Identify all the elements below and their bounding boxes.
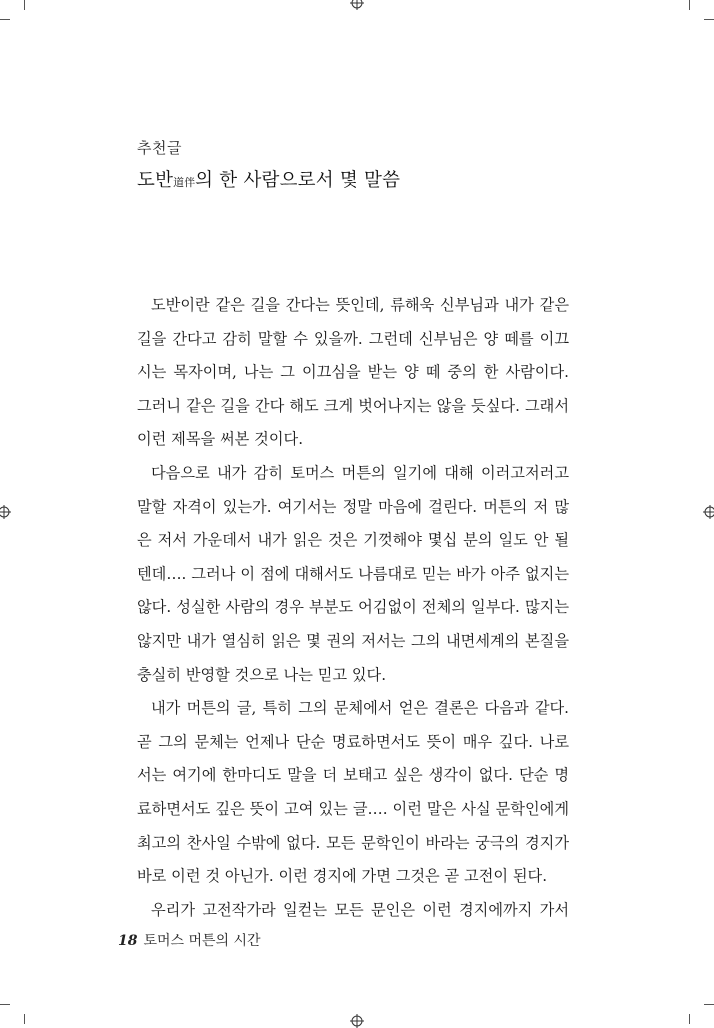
body-line: 은 저서 가운데서 내가 읽은 것은 기껏해야 몇십 분의 일도 안 될 <box>137 531 569 550</box>
body-text <box>137 289 569 927</box>
body-line: 내가 머튼의 글, 특히 그의 문체에서 얻은 결론은 다음과 같다. <box>151 699 569 718</box>
body-line: 다음으로 내가 감히 토머스 머튼의 일기에 대해 이러고저러고 <box>151 463 569 482</box>
body-line: 우리가 고전작가라 일컫는 모든 문인은 이런 경지에까지 가서 <box>151 900 569 919</box>
section-label: 추천글 <box>137 139 182 157</box>
body-line: 텐데…. 그러나 이 점에 대해서도 나름대로 믿는 바가 아주 없지는 <box>137 564 569 583</box>
page-number: 18 <box>118 933 138 949</box>
body-line: 도반이란 같은 길을 간다는 뜻인데, 류해욱 신부님과 내가 같은 <box>151 296 569 314</box>
registration-mark-left-icon <box>0 505 11 519</box>
body-line: 최고의 찬사일 수밖에 없다. 모든 문학인이 바라는 궁극의 경지가 <box>137 833 569 852</box>
body-line: 말할 자격이 있는가. 여기서는 정말 마음에 걸린다. 머튼의 저 많 <box>137 497 569 516</box>
body-line: 료하면서도 깊은 뜻이 고여 있는 글…. 이런 말은 사실 문학인에게 <box>137 799 569 818</box>
title-text-start: 도반 <box>137 170 174 191</box>
registration-mark-top-icon <box>350 0 364 10</box>
crop-mark-top-left-v <box>24 0 25 10</box>
body-line: 않지만 내가 열심히 읽은 몇 권의 저서는 그의 내면세계의 본질을 <box>137 631 569 650</box>
registration-mark-bottom-icon <box>350 1014 364 1028</box>
crop-mark-bottom-right <box>704 1004 714 1005</box>
body-line: 서는 여기에 한마디도 말을 더 보태고 싶은 생각이 없다. 단순 명 <box>137 766 569 785</box>
registration-mark-right-icon <box>703 505 714 519</box>
crop-mark-bottom-left <box>0 1004 10 1005</box>
body-line: 시는 목자이며, 나는 그 이끄심을 받는 양 떼 중의 한 사람이다. <box>137 363 569 382</box>
title-text-end: 의 한 사람으로서 몇 말씀 <box>195 170 401 191</box>
body-line: 이런 제목을 써본 것이다. <box>137 430 304 449</box>
crop-mark-top-right-v <box>689 0 690 10</box>
body-line: 곧 그의 문체는 언제나 단순 명료하면서도 뜻이 매우 깊다. 나로 <box>137 732 569 751</box>
body-line: 길을 간다고 감히 말할 수 있을까. 그런데 신부님은 양 떼를 이끄 <box>137 329 569 348</box>
crop-mark-bottom-right-v <box>689 1014 690 1024</box>
crop-mark-top-left <box>0 19 10 20</box>
title-hanja: 道伴 <box>173 176 196 189</box>
body-line: 충실히 반영할 것으로 나는 믿고 있다. <box>137 665 387 684</box>
body-line: 않다. 성실한 사람의 경우 부분도 어김없이 전체의 일부다. 많지는 <box>137 598 569 617</box>
crop-mark-bottom-left-v <box>24 1014 25 1024</box>
body-line: 바로 이런 것 아닌가. 이런 경지에 가면 그것은 곧 고전이 된다. <box>137 867 548 886</box>
chapter-title <box>137 166 400 192</box>
page-footer <box>118 930 261 950</box>
crop-mark-top-right <box>704 19 714 20</box>
body-line: 그러니 같은 길을 간다 해도 크게 벗어나지는 않을 듯싶다. 그래서 <box>137 396 569 415</box>
running-title: 토머스 머튼의 시간 <box>143 933 261 949</box>
